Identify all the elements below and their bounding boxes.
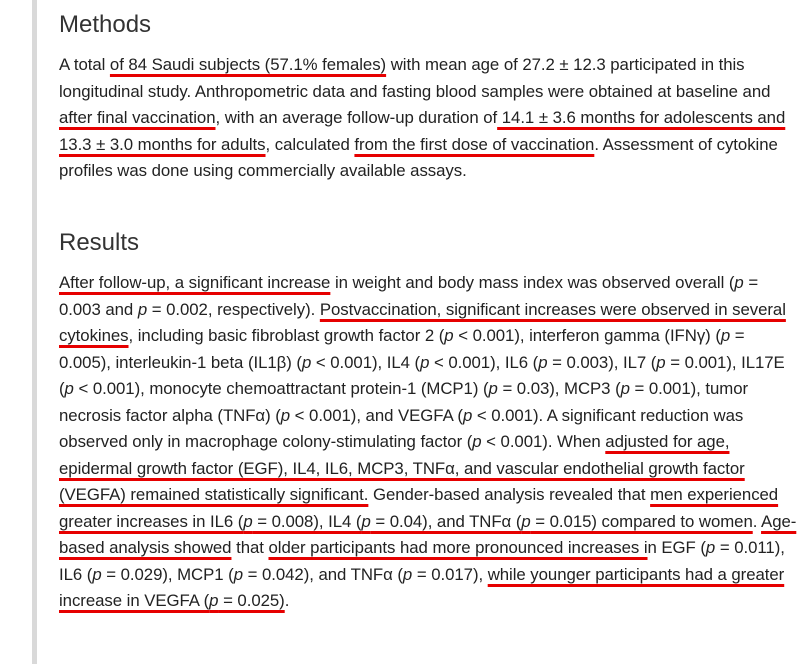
results-heading: Results [59, 229, 140, 256]
results-paragraph: After follow-up, a significant increase in weight and body mass index was observed overall (p = 0.003 and p = 0.002, respectively). Postvaccination, significant increases were observed in several cytokines, including basic fibroblast growth factor 2 (p < 0.001), interferon gamma (IFNγ) (p = 0.005), interleukin-1 beta (IL1β) (p < 0.001), IL4 (p < 0.001), IL6 (p = 0.003), IL7 (p = 0.001), IL17E (p < 0.001), monocyte chemoattractant protein-1 (MCP1) (p = 0.03), MCP3 (p = 0.001), tumor necrosis factor alpha (TNFα) (p < 0.001), and VEGFA (p < 0.001). A significant reduction was observed only in macrophage colony-stimulating factor (p < 0.001). When adjusted for age, epidermal growth factor (EGF), IL4, IL6, MCP3, TNFα, and vascular endothelial growth factor (VEGFA) remained statistically significant. Gender-based analysis revealed that men experienced greater increases in IL6 (p = 0.008), IL4 (p = 0.04), and TNFα (p = 0.015) compared to women. Age-based analysis showed that older participants had more pronounced increases in EGF (p = 0.011), IL6 (p = 0.029), MCP1 (p = 0.042), and TNFα (p = 0.017), while younger participants had a greater increase in VEGFA (p = 0.025). [59, 273, 797, 610]
methods-heading: Methods [59, 11, 152, 38]
methods-paragraph: A total of 84 Saudi subjects (57.1% females) with mean age of 27.2 ± 12.3 participated in this longitudinal study. Anthropometric data and fasting blood samples were obtained at baseline and after final vaccination, with an average follow-up duration of 14.1 ± 3.6 months for adolescents and 13.3 ± 3.0 months for adults, calculated from the first dose of vaccination. Assessment of cytokine profiles was done using commercially available assays. [59, 55, 786, 180]
left-border [32, 0, 37, 664]
